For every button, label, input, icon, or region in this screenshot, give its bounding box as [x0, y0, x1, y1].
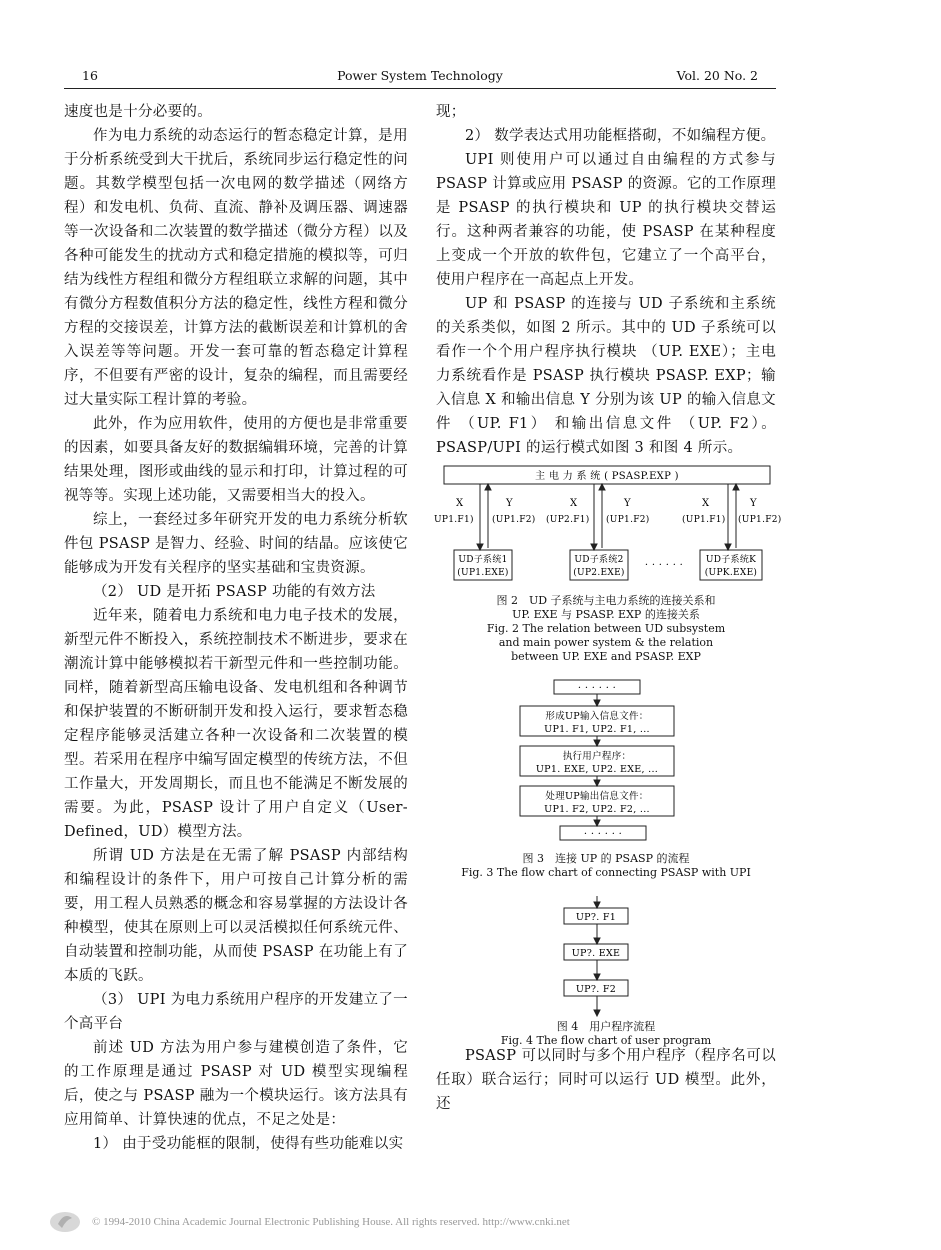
left-column-paragraph: 此外，作为应用软件，使用的方便也是非常重要的因素，如要具备友好的数据编辑环境，完善的计算结果处理，图形或曲线的显示和打印，计算过程的可视等等。实现上述功能，又需要相当大的投入。: [64, 416, 408, 504]
fig4-caption-cn: 图 4 用户程序流程: [556, 1020, 656, 1033]
cnki-logo-icon: [48, 1208, 82, 1234]
fig3-caption: [436, 852, 776, 880]
figure-2-diagram: [434, 464, 782, 586]
fig2-x-label-1: X: [456, 498, 464, 509]
fig2-y-label-1: Y: [506, 498, 513, 509]
figure-2: [434, 464, 782, 586]
copyright-text: © 1994-2010 China Academic Journal Electronic Publishing House. All rights reserved. http://www.cnki.net: [92, 1216, 570, 1228]
fig3-box2-line1: 执行用户程序：: [562, 751, 632, 762]
fig2-y-label-3: Y: [750, 498, 757, 509]
left-column: [64, 100, 408, 1156]
figure-3-flowchart: [436, 678, 776, 858]
fig3-caption-en: Fig. 3 The flow chart of connecting PSASP with UPI: [461, 866, 751, 879]
left-column-paragraph: 速度也是十分必要的。: [64, 104, 212, 120]
fig3-box2-line2: UP1. EXE, UP2. EXE, ...: [535, 764, 659, 775]
figure-3: [436, 678, 776, 879]
right-column-bottom-paragraph: PSASP 可以同时与多个用户程序（程序名可以任取）联合运行；同时可以运行 UD 模型。此外，还: [436, 1048, 776, 1112]
ud-subsystem-k-file: (UPK.EXE): [704, 568, 758, 578]
right-column-top-paragraph: UPI 则使用户可以通过自由编程的方式参与 PSASP 计算或应用 PSASP 的资源。它的工作原理是 PSASP 的执行模块和 UP 的执行模块交替运行。这种两者兼容的功能，使 PSASP 在某种程度上变成一个开放的软件包，它建立了一个高平台，使用户程序在一高起点上开发。: [436, 152, 776, 288]
figure-4: [436, 896, 776, 1046]
right-column-top-text: [436, 100, 776, 460]
fig2-caption-en-1: Fig. 2 The relation between UD subsystem: [486, 622, 726, 635]
fig4-caption-en: Fig. 4 The flow chart of user program: [500, 1034, 712, 1047]
fig3-box1-line2: UP1. F1, UP2. F1, ...: [544, 724, 650, 735]
page-number: 16: [82, 68, 98, 83]
fig2-caption: [436, 594, 776, 664]
ud-subsystem-2-file: (UP2.EXE): [573, 568, 625, 578]
fig4-box-f1-label: UP?. F1: [575, 912, 617, 923]
left-column-paragraph: 前述 UD 方法为用户参与建模创造了条件，它的工作原理是通过 PSASP 对 UD 模型实现编程后，使之与 PSASP 融为一个模块运行。该方法具有应用简单、计算快速的优点，不足之处是：: [64, 1040, 408, 1128]
fig2-in-label-3: (UP1.F1): [682, 515, 726, 525]
left-column-paragraph: 1） 由于受功能框的限制，使得有些功能难以实: [93, 1136, 404, 1152]
fig3-box3-line2: UP1. F2, UP2. F2, ...: [544, 804, 650, 815]
fig2-x-label-2: X: [570, 498, 578, 509]
right-column-top-paragraph: UP 和 PSASP 的连接与 UD 子系统和主系统的关系类似，如图 2 所示。其中的 UD 子系统可以看作一个个用户程序执行模块 （UP. EXE）；主电力系统看作是 PSASP 执行模块 PSASP. EXP；输入信息 X 和输出信息 Y 分别为该 UP 的输入信息文件 （UP. F1） 和输出信息文件 （UP. F2）。PSASP/UPI 的运行模式如图 3 和图 4 所示。: [436, 296, 776, 456]
fig2-caption-cn-2: UP. EXE 与 PSASP. EXP 的连接关系: [512, 608, 700, 621]
running-header: [64, 66, 776, 89]
left-column-paragraph: 作为电力系统的动态运行的暂态稳定计算，是用于分析系统受到大干扰后，系统同步运行稳定性的问题。其数学模型包括一次电网的数学描述（网络方程）和发电机、负荷、直流、静补及调压器、调速器等一次设备和二次装置的数学描述（微分方程）以及各种可能发生的扰动方式和稳定措施的模拟等，可归结为线性方程组和微分方程组联立求解的问题，其中有微分方程数值积分方法的稳定性，线性方程和微分方程的交接误差，计算方法的截断误差和计算机的舍入误差等等问题。开发一套可靠的暂态稳定计算程序，不但要有严密的设计，复杂的编程，而且需要经过大量实际工程计算的考验。: [64, 128, 408, 408]
ud-subsystem-k-name: UD子系统K: [705, 555, 757, 565]
fig3-caption-cn: 图 3 连接 UP 的 PSASP 的流程: [522, 852, 690, 865]
fig2-ellipsis: · · · · · ·: [644, 560, 684, 571]
fig4-caption: [436, 1020, 776, 1048]
figure-4-flowchart: [436, 896, 776, 1018]
fig2-x-label-3: X: [702, 498, 710, 509]
fig2-in-label-2: (UP2.F1): [546, 515, 590, 525]
volume-issue: Vol. 20 No. 2: [676, 68, 758, 83]
journal-title: Power System Technology: [337, 68, 503, 83]
right-column-top-paragraph: 现；: [436, 104, 466, 120]
right-column-bottom-text: [436, 1044, 776, 1116]
fig2-out-label-1: (UP1.F2): [492, 515, 536, 525]
left-column-paragraph: 综上，一套经过多年研究开发的电力系统分析软件包 PSASP 是智力、经验、时间的结晶。应该使它能够成为开发有关程序的坚实基础和宝贵资源。: [64, 512, 408, 576]
fig2-y-label-2: Y: [624, 498, 631, 509]
fig4-box-exe-label: UP?. EXE: [571, 948, 621, 959]
fig2-out-label-2: (UP1.F2): [606, 515, 650, 525]
main-system-label: 主 电 力 系 统 ( PSASP.EXP ): [535, 471, 679, 482]
fig3-dots-bottom: · · · · · ·: [583, 829, 623, 840]
fig2-caption-cn-1: 图 2 UD 子系统与主电力系统的连接关系和: [496, 594, 716, 607]
fig2-caption-en-3: between UP. EXE and PSASP. EXP: [511, 650, 701, 663]
ud-subsystem-2-name: UD子系统2: [574, 555, 624, 565]
fig3-box1-line1: 形成UP输入信息文件：: [545, 711, 649, 722]
left-column-paragraph: 所谓 UD 方法是在无需了解 PSASP 内部结构和编程设计的条件下，用户可按自己计算分析的需要，用工程人员熟悉的概念和容易掌握的方法设计各种模型，使其在原则上可以灵活模拟任何系统元件、自动装置和控制功能，从而使 PSASP 在功能上有了本质的飞跃。: [64, 848, 408, 984]
ud-subsystem-1-name: UD子系统1: [458, 555, 508, 565]
fig4-box-f2-label: UP?. F2: [575, 984, 617, 995]
fig2-caption-en-2: and main power system & the relation: [498, 636, 714, 649]
left-column-paragraph: （2） UD 是开拓 PSASP 功能的有效方法: [93, 584, 376, 600]
fig2-in-label-1: UP1.F1): [434, 515, 474, 525]
fig2-out-label-3: (UP1.F2): [738, 515, 782, 525]
copyright-footer: [48, 1214, 748, 1236]
right-column-top-paragraph: 2） 数学表达式用功能框搭砌，不如编程方便。: [465, 128, 776, 144]
left-column-paragraph: 近年来，随着电力系统和电力电子技术的发展，新型元件不断投入，系统控制技术不断进步，要求在潮流计算中能够模拟若干新型元件和一些控制功能。同样，随着新型高压输电设备、发电机组和各种调节和保护装置的不断研制开发和投入运行，要求暂态稳定程序能够灵活建立各种一次设备和二次装置的模型。若采用在程序中编写固定模型的传统方法，不但工作量大，开发周期长，而且也不能满足不断发展的需要。为此，PSASP 设计了用户自定义（User-Defined，UD）模型方法。: [64, 608, 408, 840]
right-column: [434, 100, 782, 1116]
fig3-box3-line1: 处理UP输出信息文件：: [545, 791, 649, 802]
fig3-dots-top: · · · · · ·: [577, 683, 617, 694]
ud-subsystem-1-file: (UP1.EXE): [457, 568, 509, 578]
left-column-paragraph: （3） UPI 为电力系统用户程序的开发建立了一个高平台: [64, 992, 408, 1032]
